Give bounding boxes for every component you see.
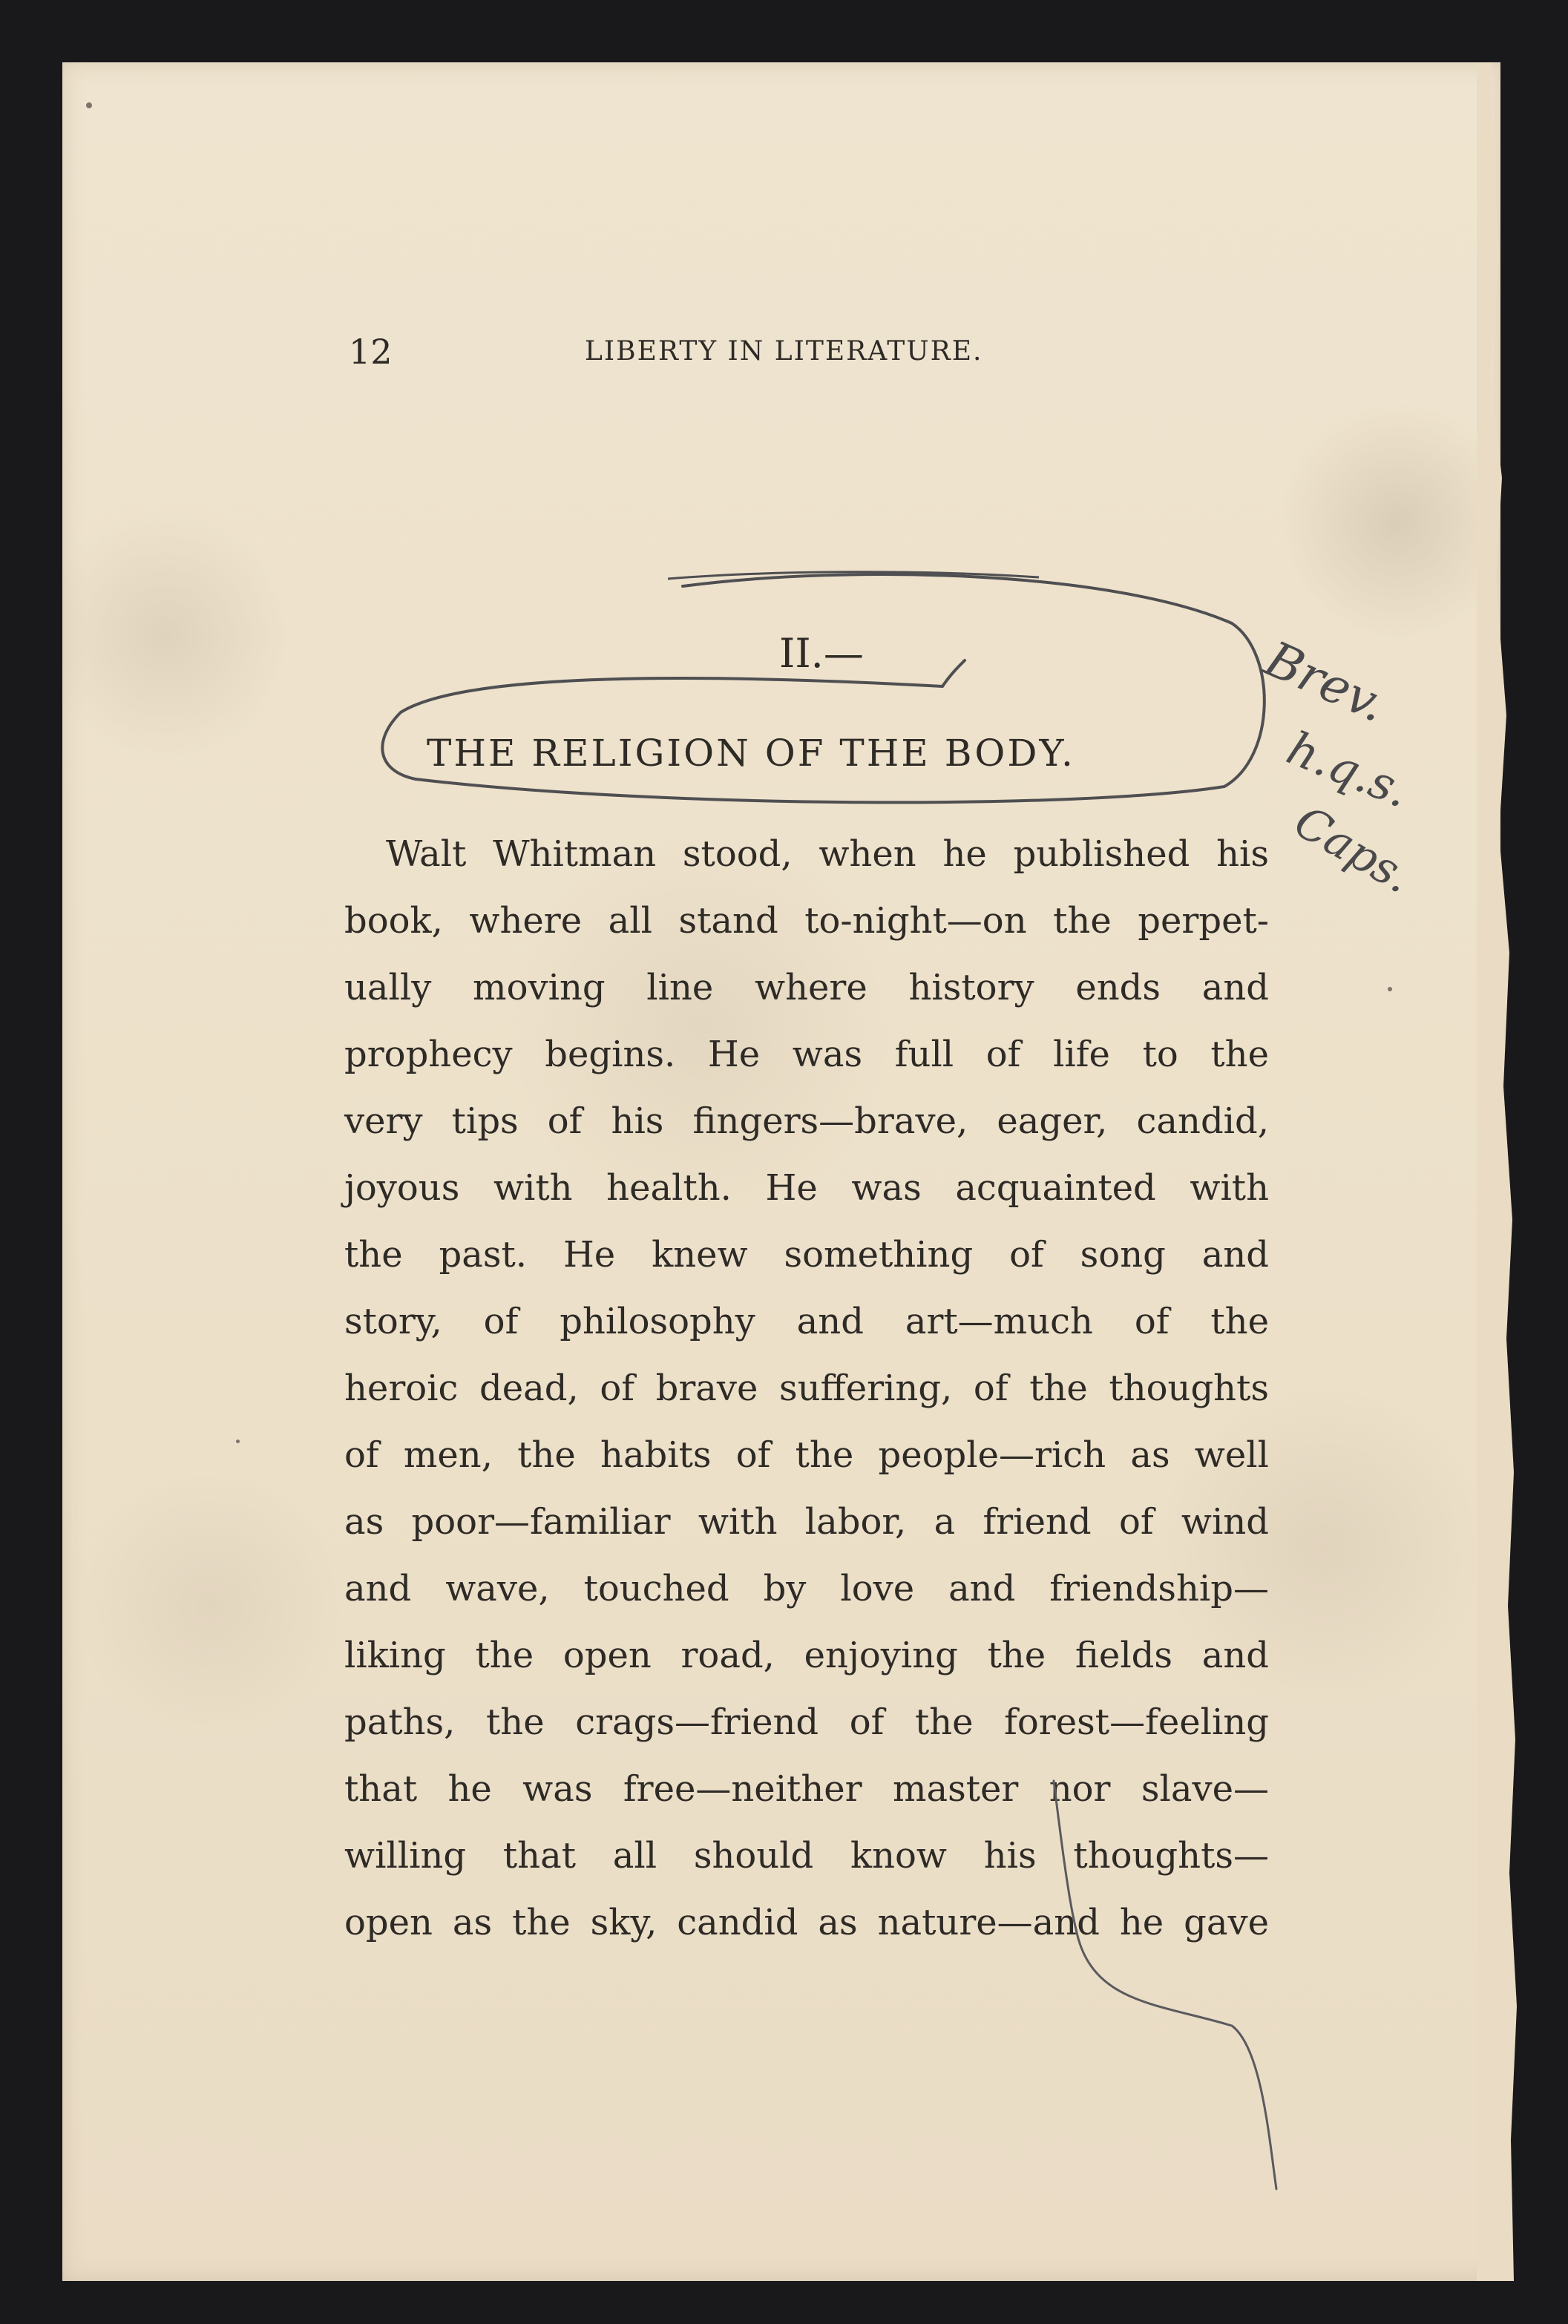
body-line: very tips of his fingers—brave, eager, candid, [344, 1100, 1269, 1142]
body-line: book, where all stand to-night—on the perpet- [344, 900, 1269, 942]
paper-speck [1388, 987, 1392, 991]
torn-page-edge [1477, 62, 1521, 2281]
body-line: open as the sky, candid as nature—and he gave [344, 1902, 1269, 1943]
body-line: Walt Whitman stood, when he published his [386, 833, 1269, 875]
paper-speck [236, 1440, 240, 1443]
body-line: joyous with health. He was acquainted with [344, 1167, 1269, 1209]
body-line: and wave, touched by love and friendship— [344, 1568, 1269, 1609]
body-line: that he was free—neither master nor slave— [344, 1768, 1269, 1810]
handwritten-note-line: Caps. [1285, 795, 1421, 904]
page-number: 12 [349, 332, 393, 372]
chapter-title: THE RELIGION OF THE BODY. [427, 732, 1075, 775]
body-line: story, of philosophy and art—much of the [344, 1301, 1269, 1342]
running-head [349, 329, 1269, 374]
body-line: of men, the habits of the people—rich as well [344, 1434, 1269, 1476]
body-line: liking the open road, enjoying the fields and [344, 1635, 1269, 1676]
body-line: the past. He knew something of song and [344, 1234, 1269, 1276]
handwritten-note-line: Brev. [1256, 630, 1395, 734]
body-line: prophecy begins. He was full of life to the [344, 1034, 1269, 1075]
running-title: LIBERTY IN LITERATURE. [585, 336, 983, 367]
body-text [344, 821, 1269, 1956]
handwritten-note-line: h.q.s. [1279, 720, 1417, 818]
body-line: willing that all should know his thoughts— [344, 1835, 1269, 1877]
body-line: as poor—familiar with labor, a friend of wind [344, 1501, 1269, 1543]
chapter-number: II.— [779, 630, 864, 677]
body-line: paths, the crags—friend of the forest—feeling [344, 1701, 1269, 1743]
body-line: heroic dead, of brave suffering, of the thoughts [344, 1368, 1269, 1409]
paper-speck [86, 102, 92, 108]
body-line: ually moving line where history ends and [344, 967, 1269, 1008]
